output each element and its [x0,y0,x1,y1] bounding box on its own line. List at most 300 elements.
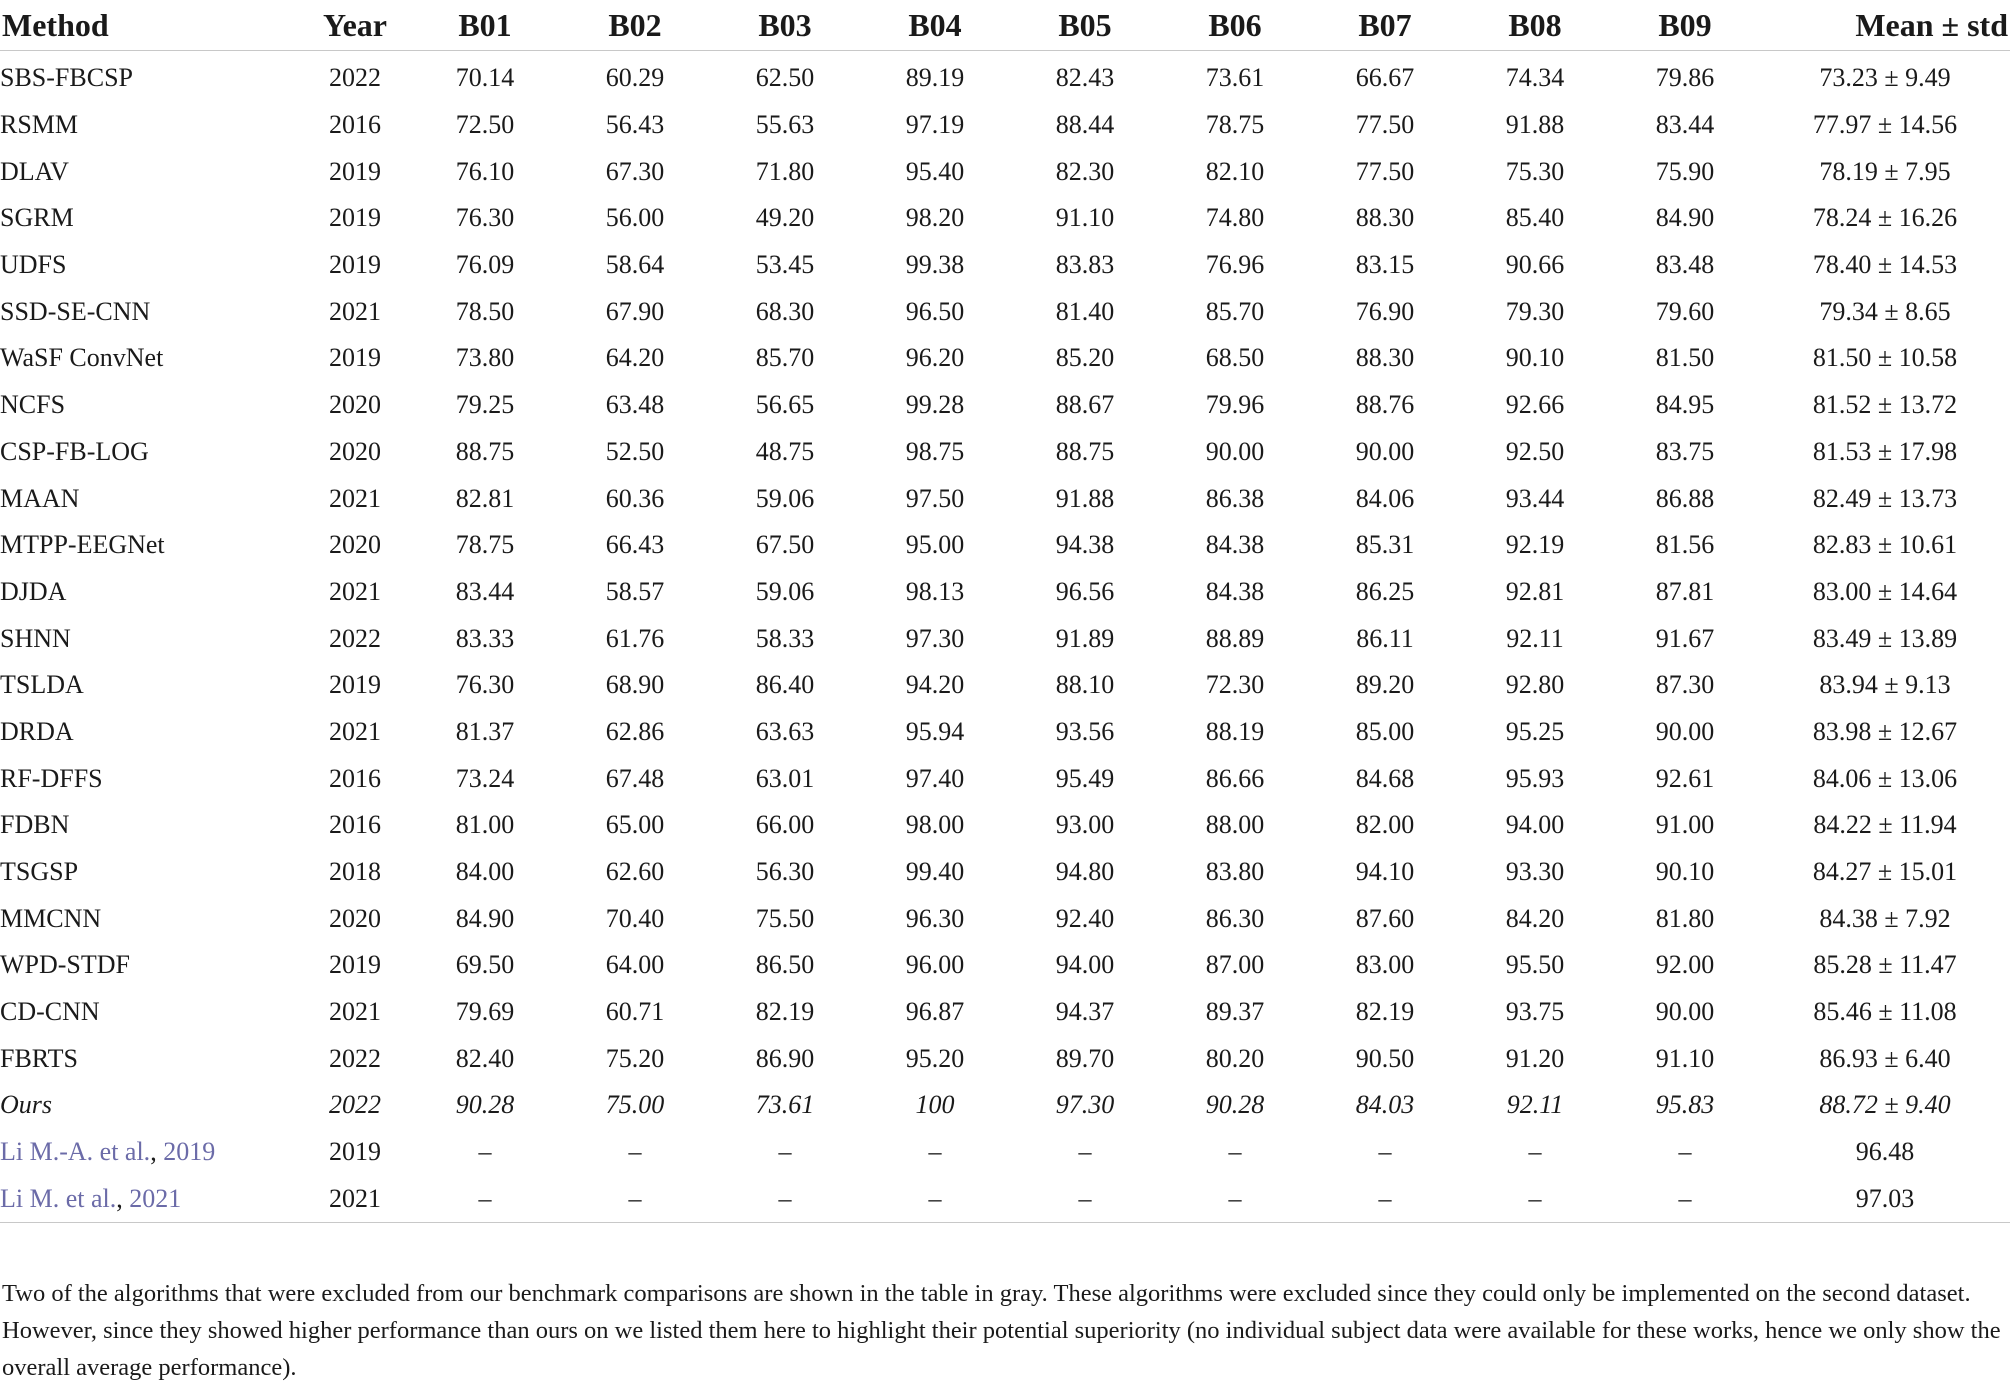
b08-cell: 92.50 [1505,436,1565,466]
b05-cell: 94.80 [1055,857,1115,887]
b03-cell: 85.70 [755,343,815,373]
b02-cell: 58.57 [605,576,665,606]
year-cell: 2019 [329,156,381,186]
b09-cell: 90.00 [1655,716,1715,746]
method-cell: SBS-FBCSP [0,63,133,93]
b05-cell: 91.10 [1055,203,1115,233]
b05-cell: 88.44 [1055,110,1115,140]
mean-std-cell: 88.72 ± 9.40 [1819,1090,1951,1120]
b07-cell: 89.20 [1355,670,1415,700]
b01-cell: 84.00 [455,857,515,887]
mean-std-cell: 73.23 ± 9.49 [1819,63,1951,93]
mean-std-cell: 82.49 ± 13.73 [1812,483,1958,513]
b01-cell: 79.69 [455,997,515,1027]
b07-cell: 85.00 [1355,716,1415,746]
b02-cell: 52.50 [605,436,665,466]
table-row [0,288,2010,335]
b04-cell: 98.75 [905,436,965,466]
citation-year-link[interactable]: 2019 [163,1137,216,1167]
b09-cell: 81.80 [1655,903,1715,933]
b02-cell: 75.00 [605,1090,665,1120]
b04-cell: 96.50 [905,296,965,326]
b07-cell: 82.00 [1355,810,1415,840]
b09-cell: 86.88 [1655,483,1715,513]
b07-cell: 86.25 [1355,576,1415,606]
b02-cell: 60.36 [605,483,665,513]
method-cell: RF-DFFS [0,763,103,793]
b01-cell: 83.44 [455,576,515,606]
b02-cell: 60.29 [605,63,665,93]
header-year: Year [323,6,387,43]
b03-cell: 67.50 [755,530,815,560]
b05-cell: 81.40 [1055,296,1115,326]
header-b04: B04 [908,6,962,43]
b05-cell: 88.75 [1055,436,1115,466]
method-cell [0,1129,300,1176]
mean-std-cell: 82.83 ± 10.61 [1812,530,1958,560]
b09-cell: 83.48 [1655,250,1715,280]
b02-cell: 62.60 [605,857,665,887]
year-cell: 2018 [329,857,381,887]
b08-cell: 93.30 [1505,857,1565,887]
b07-cell: 90.50 [1355,1043,1415,1073]
mean-std-cell: 78.19 ± 7.95 [1819,156,1951,186]
table-row [0,195,2010,242]
year-cell: 2016 [329,110,381,140]
b09-cell: 91.10 [1655,1043,1715,1073]
method-cell: RSMM [0,110,79,140]
b09-cell: 75.90 [1655,156,1715,186]
b06-cell: 87.00 [1205,950,1265,980]
year-cell: 2021 [329,716,381,746]
year-cell: 2022 [329,623,381,653]
year-cell: 2020 [329,436,381,466]
b03-cell: 86.40 [755,670,815,700]
b02-cell: 70.40 [605,903,665,933]
b07-cell: 88.76 [1355,390,1415,420]
b08-cell: 79.30 [1505,296,1565,326]
citation-year-link[interactable]: 2021 [129,1183,182,1213]
b03-cell: 56.65 [755,390,815,420]
citation-author-link[interactable]: Li M. et al. [0,1183,117,1213]
b06-cell: 74.80 [1205,203,1265,233]
mean-std-cell: 81.50 ± 10.58 [1812,343,1958,373]
b01-cell: 78.75 [455,530,515,560]
b08-cell: 92.19 [1505,530,1565,560]
method-cell: SHNN [0,623,71,653]
table-row [0,802,2010,849]
b04-cell: 97.19 [905,110,965,140]
b07-cell: 85.31 [1355,530,1415,560]
b08-cell: 91.88 [1505,110,1565,140]
b01-cell: 72.50 [455,110,515,140]
year-cell: 2019 [329,343,381,373]
b05-cell: 91.88 [1055,483,1115,513]
b03-cell: 86.90 [755,1043,815,1073]
b08-cell: 92.80 [1505,670,1565,700]
b01-cell: 73.24 [455,763,515,793]
b09-cell: 95.83 [1655,1090,1715,1120]
b01-cell: 83.33 [455,623,515,653]
b01-cell: 70.14 [455,63,515,93]
method-cell: FDBN [0,810,70,840]
method-cell: SGRM [0,203,74,233]
b03-cell: – [778,1137,792,1167]
b02-cell: 56.00 [605,203,665,233]
header-b01: B01 [458,6,512,43]
b06-cell: 78.75 [1205,110,1265,140]
header-b07: B07 [1358,6,1412,43]
table-row [0,102,2010,149]
b02-cell: – [628,1137,642,1167]
mean-std-cell: 78.24 ± 16.26 [1812,203,1958,233]
b03-cell: 71.80 [755,156,815,186]
b08-cell: – [1528,1137,1542,1167]
b06-cell: 83.80 [1205,857,1265,887]
b03-cell: 48.75 [755,436,815,466]
b04-cell: 98.20 [905,203,965,233]
b05-cell: 93.00 [1055,810,1115,840]
b06-cell: 86.30 [1205,903,1265,933]
b08-cell: 92.11 [1506,623,1564,653]
b07-cell: 66.67 [1355,63,1415,93]
b02-cell: 67.90 [605,296,665,326]
year-cell: 2016 [329,810,381,840]
b03-cell: 55.63 [755,110,815,140]
b08-cell: 74.34 [1505,63,1565,93]
table-row [0,942,2010,989]
b06-cell: 68.50 [1205,343,1265,373]
b05-cell: 89.70 [1055,1043,1115,1073]
method-cell: TSGSP [0,857,79,887]
table-header [0,0,2010,51]
table-row [0,242,2010,289]
b01-cell: 76.10 [455,156,515,186]
b07-cell: 90.00 [1355,436,1415,466]
b01-cell: 90.28 [455,1090,515,1120]
b08-cell: 95.50 [1505,950,1565,980]
method-cell: SSD-SE-CNN [0,296,151,326]
method-cell: UDFS [0,250,67,280]
year-cell: 2021 [329,997,381,1027]
b09-cell: 92.61 [1655,763,1715,793]
table-row [0,895,2010,942]
b02-cell: 64.20 [605,343,665,373]
b06-cell: 84.38 [1205,530,1265,560]
method-cell: DLAV [0,156,69,186]
b02-cell: 62.86 [605,716,665,746]
b02-cell: 60.71 [605,997,665,1027]
method-cell: MMCNN [0,903,102,933]
table-row-excluded [0,1176,2010,1223]
mean-std-cell: 83.94 ± 9.13 [1819,670,1951,700]
b07-cell: 94.10 [1355,857,1415,887]
b01-cell: 82.81 [455,483,515,513]
b08-cell: 93.44 [1505,483,1565,513]
year-cell: 2021 [329,296,381,326]
b07-cell: 77.50 [1355,110,1415,140]
b06-cell: – [1228,1137,1242,1167]
b04-cell: – [928,1137,942,1167]
b05-cell: – [1078,1137,1092,1167]
b08-cell: 90.10 [1505,343,1565,373]
b01-cell: 73.80 [455,343,515,373]
table-row [0,335,2010,382]
mean-std-cell: 81.53 ± 17.98 [1812,436,1958,466]
table-row [0,55,2010,102]
b04-cell: 98.00 [905,810,965,840]
b05-cell: 94.00 [1055,950,1115,980]
method-cell: DRDA [0,716,74,746]
b06-cell: 76.96 [1205,250,1265,280]
b09-cell: 91.67 [1655,623,1715,653]
b06-cell: 84.38 [1205,576,1265,606]
table-row [0,1035,2010,1082]
table-row [0,615,2010,662]
b04-cell: 94.20 [905,670,965,700]
b06-cell: 90.28 [1205,1090,1265,1120]
citation-separator: , [116,1183,130,1213]
b01-cell: 81.37 [455,716,515,746]
table-row [0,755,2010,802]
b05-cell: 82.30 [1055,156,1115,186]
b08-cell: 95.93 [1505,763,1565,793]
b04-cell: 95.94 [905,716,965,746]
b07-cell: 84.03 [1355,1090,1415,1120]
b01-cell: 78.50 [455,296,515,326]
header-row [0,0,2010,51]
header-b08: B08 [1508,6,1562,43]
mean-std-cell: 84.06 ± 13.06 [1812,763,1958,793]
b05-cell: 95.49 [1055,763,1115,793]
b05-cell: 85.20 [1055,343,1115,373]
b04-cell: 95.20 [905,1043,965,1073]
b05-cell: 92.40 [1055,903,1115,933]
b08-cell: 84.20 [1505,903,1565,933]
b09-cell: – [1678,1137,1692,1167]
table-row [0,849,2010,896]
method-cell: Ours [0,1090,53,1120]
b03-cell: 68.30 [755,296,815,326]
b06-cell: 88.19 [1205,716,1265,746]
b01-cell: – [410,1176,560,1223]
b05-cell: 94.37 [1055,997,1115,1027]
b04-cell: 95.40 [905,156,965,186]
b02-cell: 63.48 [605,390,665,420]
b06-cell: 88.00 [1205,810,1265,840]
b09-cell: 91.00 [1655,810,1715,840]
b06-cell: 82.10 [1205,156,1265,186]
b05-cell: 94.38 [1055,530,1115,560]
b09-cell: 90.10 [1655,857,1715,887]
b02-cell: 64.00 [605,950,665,980]
method-cell: TSLDA [0,670,84,700]
b09-cell: 84.95 [1655,390,1715,420]
b09-cell: – [1610,1176,1760,1223]
mean-std-cell: 78.40 ± 14.53 [1812,250,1958,280]
year-cell: 2021 [329,483,381,513]
year-cell: 2016 [329,763,381,793]
b08-cell: 92.11 [1506,1090,1564,1120]
b09-cell: 83.44 [1655,110,1715,140]
year-cell: 2019 [329,250,381,280]
b09-cell: 81.56 [1655,530,1715,560]
mean-std-cell: 84.38 ± 7.92 [1819,903,1951,933]
table-row-excluded [0,1129,2010,1176]
mean-std-cell: 83.49 ± 13.89 [1812,623,1958,653]
header-b03: B03 [758,6,812,43]
b03-cell: 59.06 [755,483,815,513]
b08-cell: 75.30 [1505,156,1565,186]
b03-cell: 62.50 [755,63,815,93]
b03-cell: 73.61 [755,1090,815,1120]
b04-cell: 96.87 [905,997,965,1027]
mean-std-cell: 77.97 ± 14.56 [1812,110,1958,140]
b07-cell: – [1378,1137,1392,1167]
method-cell: WPD-STDF [0,950,131,980]
table-row-ours [0,1082,2010,1129]
b08-cell: 92.66 [1505,390,1565,420]
year-cell: 2019 [329,1137,381,1167]
b07-cell: 76.90 [1355,296,1415,326]
citation-author-link[interactable]: Li M.-A. et al. [0,1137,151,1167]
header-b09: B09 [1658,6,1712,43]
b06-cell: 79.96 [1205,390,1265,420]
b08-cell: 85.40 [1505,203,1565,233]
year-cell: 2020 [329,903,381,933]
b04-cell: 97.30 [905,623,965,653]
b08-cell: 91.20 [1505,1043,1565,1073]
b09-cell: 87.81 [1655,576,1715,606]
b04-cell: 89.19 [905,63,965,93]
year-cell: 2020 [329,390,381,420]
b02-cell: 67.30 [605,156,665,186]
method-cell: MTPP-EEGNet [0,530,165,560]
b07-cell: 88.30 [1355,203,1415,233]
b04-cell: 97.40 [905,763,965,793]
mean-std-cell: 85.28 ± 11.47 [1813,950,1957,980]
b05-cell: 97.30 [1055,1090,1115,1120]
b01-cell: 84.90 [455,903,515,933]
mean-std-cell: 86.93 ± 6.40 [1819,1043,1951,1073]
year-cell: 2021 [329,576,381,606]
b08-cell: 93.75 [1505,997,1565,1027]
table-row [0,569,2010,616]
method-cell: CD-CNN [0,997,100,1027]
year-cell: 2022 [329,1090,381,1120]
b05-cell: 96.56 [1055,576,1115,606]
b07-cell: 84.06 [1355,483,1415,513]
b04-cell: 100 [915,1090,955,1120]
b01-cell: 69.50 [455,950,515,980]
table-row [0,522,2010,569]
b03-cell: 59.06 [755,576,815,606]
table-footnote: Two of the algorithms that were excluded from our benchmark comparisons are shown in the table in gray. These algorithms were excluded since they could only be implemented on the second dataset. However, since they showed higher performance than ours on we listed them here to highlight their potential superiority (no individual subject data were available for these works, hence we only show the overall average performance). [2,1279,2001,1381]
b09-cell: 87.30 [1655,670,1715,700]
b09-cell: 79.60 [1655,296,1715,326]
b03-cell: – [710,1176,860,1223]
b04-cell: 99.40 [905,857,965,887]
b09-cell: 90.00 [1655,997,1715,1027]
b07-cell: – [1310,1176,1460,1223]
b09-cell: 81.50 [1655,343,1715,373]
table-row [0,475,2010,522]
table-body [0,51,2010,1223]
header-b06: B06 [1208,6,1262,43]
b04-cell: 98.13 [905,576,965,606]
b08-cell: 94.00 [1505,810,1565,840]
b03-cell: 75.50 [755,903,815,933]
mean-std-cell: 85.46 ± 11.08 [1813,997,1957,1027]
method-cell: MAAN [0,483,80,513]
b04-cell: 96.20 [905,343,965,373]
b03-cell: 49.20 [755,203,815,233]
b02-cell: 68.90 [605,670,665,700]
mean-std-cell: 83.98 ± 12.67 [1812,716,1958,746]
b01-cell: – [478,1137,492,1167]
b05-cell: 88.67 [1055,390,1115,420]
b04-cell: 97.50 [905,483,965,513]
b09-cell: 84.90 [1655,203,1715,233]
mean-std-cell: 81.52 ± 13.72 [1812,390,1958,420]
citation-separator: , [150,1137,164,1167]
header-b05: B05 [1058,6,1112,43]
b02-cell: 75.20 [605,1043,665,1073]
year-cell: 2020 [329,530,381,560]
method-cell [0,1176,300,1223]
b02-cell: 61.76 [605,623,665,653]
table-row [0,662,2010,709]
b09-cell: 83.75 [1655,436,1715,466]
b04-cell: 99.38 [905,250,965,280]
method-cell: WaSF ConvNet [0,343,164,373]
b09-cell: 92.00 [1655,950,1715,980]
mean-std-cell: 79.34 ± 8.65 [1819,296,1951,326]
mean-std-cell: 97.03 [1760,1176,2010,1223]
b08-cell: 95.25 [1505,716,1565,746]
method-cell: FBRTS [0,1043,78,1073]
b06-cell: 86.38 [1205,483,1265,513]
method-cell: CSP-FB-LOG [0,436,149,466]
b08-cell: – [1460,1176,1610,1223]
b06-cell: 73.61 [1205,63,1265,93]
b07-cell: 83.00 [1355,950,1415,980]
b07-cell: 84.68 [1355,763,1415,793]
b03-cell: 82.19 [755,997,815,1027]
table-row [0,148,2010,195]
b02-cell: 56.43 [605,110,665,140]
b04-cell: 99.28 [905,390,965,420]
b03-cell: 56.30 [755,857,815,887]
b05-cell: 82.43 [1055,63,1115,93]
b03-cell: 66.00 [755,810,815,840]
b07-cell: 88.30 [1355,343,1415,373]
year-cell: 2019 [329,950,381,980]
b05-cell: 88.10 [1055,670,1115,700]
b04-cell: 96.00 [905,950,965,980]
table-row [0,429,2010,476]
year-cell: 2021 [300,1176,410,1223]
b08-cell: 90.66 [1505,250,1565,280]
year-cell: 2022 [329,63,381,93]
b03-cell: 63.01 [755,763,815,793]
b05-cell: 93.56 [1055,716,1115,746]
b08-cell: 92.81 [1505,576,1565,606]
b03-cell: 63.63 [755,716,815,746]
b09-cell: 79.86 [1655,63,1715,93]
b03-cell: 58.33 [755,623,815,653]
b05-cell: 83.83 [1055,250,1115,280]
